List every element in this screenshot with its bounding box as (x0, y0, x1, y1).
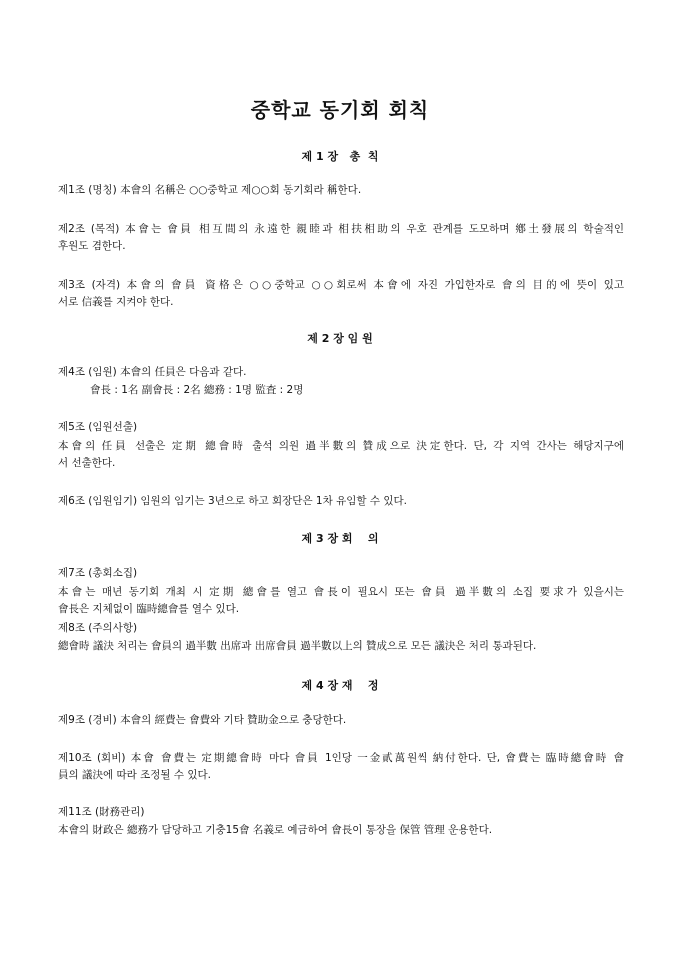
article-3-line-1: 제3조 (자격) 本會의 會員 資格은 ○○중학교 ○○회로써 本會에 자진 가입한자로 會의 目的에 뜻이 있고 (58, 279, 624, 291)
article-5-line-3: 서 선출한다. (58, 457, 116, 469)
article-5-line-1: 제5조 (임원선출) (58, 421, 138, 433)
chapter-3-heading: 제 3 장 회 의 (301, 532, 379, 545)
article-7-line-2: 本會는 매년 동기회 개최 시 定期 總會를 열고 會長이 필요시 또는 會員 過半數의 소집 要求가 있을시는 (58, 586, 624, 598)
article-2-line-2: 후원도 겸한다. (58, 240, 126, 252)
chapter-2-heading: 제 2 장 임 원 (307, 332, 373, 345)
article-11-line-1: 제11조 (財務관리) (58, 806, 145, 818)
article-8-line-2: 總會時 議決 처리는 會員의 過半數 出席과 出席會員 過半數以上의 贊成으로 모든 議決은 처리 통과된다. (58, 640, 537, 652)
article-10-line-2: 員의 議決에 따라 조정될 수 있다. (58, 769, 211, 781)
article-9: 제9조 (경비) 本會의 經費는 會費와 기타 贊助金으로 충당한다. (58, 714, 347, 726)
article-11-line-2: 本會의 財政은 總務가 담당하고 기충15會 名義로 예금하여 會長이 통장을 保管 管理 운용한다. (58, 824, 493, 836)
article-5-line-2: 本會의 任員 선출은 定期 總會時 출석 의원 過半數의 贊成으로 決定한다. 단, 각 지역 간사는 해당지구에 (58, 440, 624, 452)
article-8-line-1: 제8조 (주의사항) (58, 622, 138, 634)
article-10-line-1: 제10조 (회비) 本會 會費는 定期總會時 마다 會員 1인당 一金貳萬원씩 納付한다. 단, 會費는 臨時總會時 會 (58, 752, 624, 764)
article-3-line-2: 서로 信義를 지켜야 한다. (58, 296, 174, 308)
article-4-line-1: 제4조 (임원) 本會의 任員은 다음과 같다. (58, 366, 247, 378)
article-1: 제1조 (명칭) 本會의 名稱은 ○○중학교 제○○회 동기회라 稱한다. (58, 184, 362, 196)
article-7-line-1: 제7조 (총회소집) (58, 567, 138, 579)
article-4-line-2: 會長 : 1名 副會長 : 2名 總務 : 1명 監査 : 2명 (90, 384, 304, 396)
chapter-4-heading: 제 4 장 재 정 (301, 679, 379, 692)
article-2-line-1: 제2조 (목적) 本會는 會員 相互間의 永遠한 親睦과 相扶相助의 우호 관계를 도모하며 鄕土發展의 학술적인 (58, 223, 624, 235)
article-6: 제6조 (임원임기) 임원의 임기는 3년으로 하고 회장단은 1차 유임할 수 있다. (58, 495, 407, 507)
chapter-1-heading: 제 1 장 총 칙 (301, 150, 379, 163)
article-7-line-3: 會長은 지체없이 臨時總會를 열수 있다. (58, 603, 240, 615)
document-title: 중학교 동기회 회칙 (250, 98, 430, 122)
